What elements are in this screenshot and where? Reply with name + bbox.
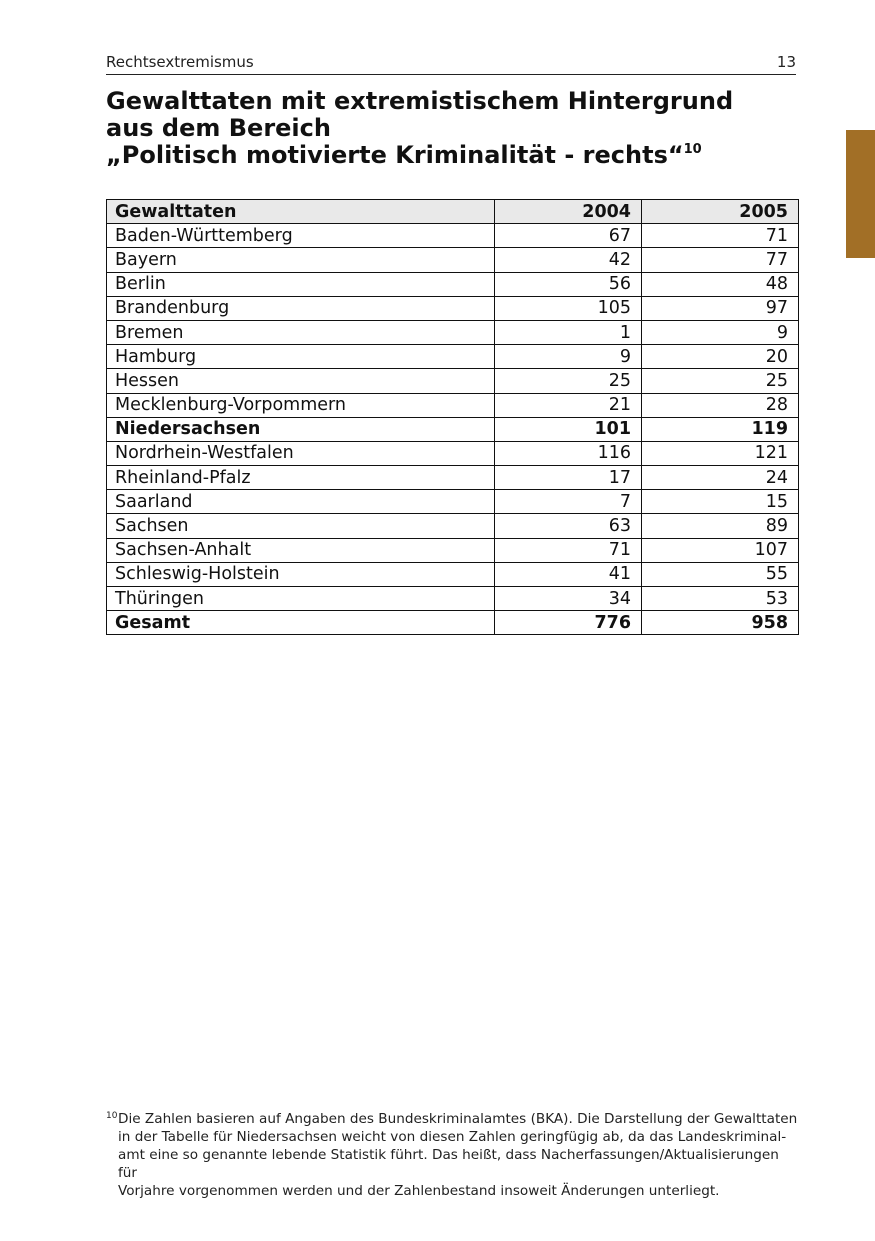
row-label: Niedersachsen bbox=[107, 417, 495, 441]
value-2004: 21 bbox=[495, 393, 642, 417]
value-2004: 67 bbox=[495, 224, 642, 248]
section-title: Rechtsextremismus bbox=[106, 53, 254, 71]
value-2005: 28 bbox=[642, 393, 799, 417]
value-2005: 71 bbox=[642, 224, 799, 248]
value-2004: 116 bbox=[495, 441, 642, 465]
value-2005: 20 bbox=[642, 345, 799, 369]
table-total-row bbox=[107, 611, 799, 635]
page-number: 13 bbox=[776, 53, 796, 71]
table-row bbox=[107, 514, 799, 538]
title-line-3 bbox=[106, 142, 746, 169]
title-line-1: Gewalttaten mit extremistischem Hintergrund bbox=[106, 87, 734, 115]
value-2005: 97 bbox=[642, 296, 799, 320]
footnote-line-4: Vorjahre vorgenommen werden und der Zahlenbestand insoweit Änderungen unterliegt. bbox=[118, 1183, 720, 1199]
row-label: Bremen bbox=[107, 320, 495, 344]
table-row bbox=[107, 320, 799, 344]
value-2004: 56 bbox=[495, 272, 642, 296]
value-2004: 1 bbox=[495, 320, 642, 344]
row-label: Mecklenburg-Vorpommern bbox=[107, 393, 495, 417]
row-label: Rheinland-Pfalz bbox=[107, 466, 495, 490]
value-2004: 105 bbox=[495, 296, 642, 320]
column-header-2005: 2005 bbox=[642, 200, 799, 224]
title-line-3-text: „Politisch motivierte Kriminalität - rechts“ bbox=[106, 141, 684, 169]
table-row bbox=[107, 296, 799, 320]
column-header-2004: 2004 bbox=[495, 200, 642, 224]
title-footnote-ref: 10 bbox=[683, 142, 702, 157]
value-2005: 25 bbox=[642, 369, 799, 393]
value-2005: 48 bbox=[642, 272, 799, 296]
value-2005: 107 bbox=[642, 538, 799, 562]
value-2005: 121 bbox=[642, 441, 799, 465]
table-row bbox=[107, 224, 799, 248]
row-label: Baden-Württemberg bbox=[107, 224, 495, 248]
row-label: Brandenburg bbox=[107, 296, 495, 320]
value-2005: 119 bbox=[642, 417, 799, 441]
value-2004: 9 bbox=[495, 345, 642, 369]
value-2005: 958 bbox=[642, 611, 799, 635]
table-row bbox=[107, 587, 799, 611]
row-label: Nordrhein-Westfalen bbox=[107, 441, 495, 465]
row-label: Hamburg bbox=[107, 345, 495, 369]
value-2004: 34 bbox=[495, 587, 642, 611]
footnote-line-3: amt eine so genannte lebende Statistik führt. Das heißt, dass Nacherfassungen/Aktualisierungen für bbox=[118, 1147, 779, 1181]
table-row bbox=[107, 248, 799, 272]
value-2004: 71 bbox=[495, 538, 642, 562]
footnote-line-2: in der Tabelle für Niedersachsen weicht von diesen Zahlen geringfügig ab, da das Landeskriminal- bbox=[118, 1129, 787, 1145]
value-2005: 77 bbox=[642, 248, 799, 272]
row-label: Schleswig-Holstein bbox=[107, 562, 495, 586]
value-2005: 55 bbox=[642, 562, 799, 586]
column-header-category: Gewalttaten bbox=[107, 200, 495, 224]
value-2005: 24 bbox=[642, 466, 799, 490]
row-label: Saarland bbox=[107, 490, 495, 514]
table-row bbox=[107, 466, 799, 490]
table-row bbox=[107, 562, 799, 586]
table-row bbox=[107, 441, 799, 465]
row-label: Bayern bbox=[107, 248, 495, 272]
table-row bbox=[107, 538, 799, 562]
table-row-highlighted bbox=[107, 417, 799, 441]
value-2004: 25 bbox=[495, 369, 642, 393]
value-2004: 17 bbox=[495, 466, 642, 490]
value-2004: 101 bbox=[495, 417, 642, 441]
table-row bbox=[107, 393, 799, 417]
row-label: Gesamt bbox=[107, 611, 495, 635]
table-row bbox=[107, 345, 799, 369]
value-2004: 42 bbox=[495, 248, 642, 272]
footnote bbox=[106, 1110, 800, 1200]
footnote-marker: 10 bbox=[106, 1111, 118, 1121]
value-2004: 776 bbox=[495, 611, 642, 635]
value-2004: 41 bbox=[495, 562, 642, 586]
footnote-line-1: Die Zahlen basieren auf Angaben des Bundeskriminalamtes (BKA). Die Darstellung der Gewalttaten bbox=[118, 1111, 798, 1127]
value-2005: 53 bbox=[642, 587, 799, 611]
row-label: Sachsen-Anhalt bbox=[107, 538, 495, 562]
running-header bbox=[106, 52, 796, 75]
value-2005: 9 bbox=[642, 320, 799, 344]
table-row bbox=[107, 369, 799, 393]
chapter-tab-marker bbox=[846, 130, 875, 258]
value-2004: 7 bbox=[495, 490, 642, 514]
title-line-2: aus dem Bereich bbox=[106, 114, 331, 142]
value-2005: 89 bbox=[642, 514, 799, 538]
value-2004: 63 bbox=[495, 514, 642, 538]
page-title bbox=[106, 88, 746, 169]
violence-statistics-table bbox=[106, 199, 799, 635]
table-row bbox=[107, 272, 799, 296]
row-label: Thüringen bbox=[107, 587, 495, 611]
table-header-row bbox=[107, 200, 799, 224]
table-row bbox=[107, 490, 799, 514]
row-label: Sachsen bbox=[107, 514, 495, 538]
row-label: Hessen bbox=[107, 369, 495, 393]
value-2005: 15 bbox=[642, 490, 799, 514]
row-label: Berlin bbox=[107, 272, 495, 296]
